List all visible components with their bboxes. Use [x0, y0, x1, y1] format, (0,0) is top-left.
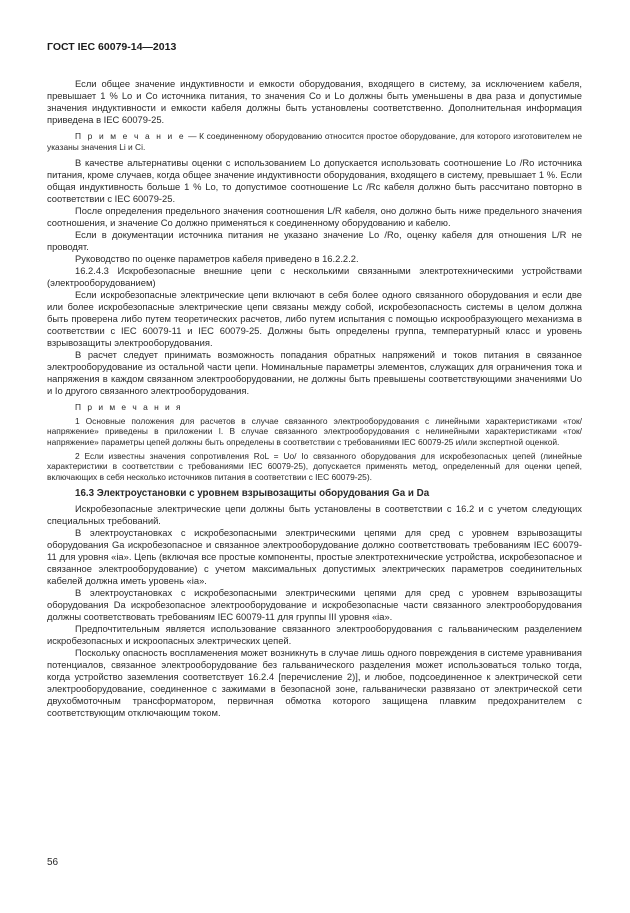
- document-header: ГОСТ IEC 60079-14—2013: [47, 41, 177, 53]
- note: 2 Если известны значения сопротивления RoL = Uo/ Io связанного оборудования для искробезопасных цепей (линейные характеристики в соответствии с требованиями IEC 60079-25), допускается применять метод, определенный для оценки цепей, включающих в себя несколько источников питания в соответствии с IEC 60079-25).: [47, 450, 582, 482]
- notes-label: П р и м е ч а н и я: [75, 402, 183, 413]
- paragraph: Если искробезопасные электрические цепи включают в себя более одного связанного оборудования и если две или более искробезопасные электрические цепи связаны между собой, искробезопасность системы в целом должна быть проверена либо путем теоретических расчетов, либо путем испытания с помощью искрообразующего механизма в соответствии с IEC 60079-11 и IEC 60079-25. Должны быть определены группа, температурный класс и уровень взрывозащиты электрооборудования.: [47, 289, 582, 349]
- note: 1 Основные положения для расчетов в случае связанного электрооборудования с линейными характеристиками «ток/напряжение» приведены в приложении I. В случае связанного электрооборудования с нелинейными характеристиками «ток/напряжение» параметры цепей должны быть определены в соответствии с требованиями IEC 60079-25 и/или экспертной оценкой.: [47, 415, 582, 447]
- paragraph: Руководство по оценке параметров кабеля приведено в 16.2.2.2.: [75, 253, 359, 265]
- section-heading: 16.3 Электроустановки с уровнем взрывозащиты оборудования Ga и Da: [75, 488, 430, 500]
- note-label: П р и м е ч а н и е: [75, 131, 186, 141]
- paragraph: Искробезопасные электрические цепи должны быть установлены в соответствии с 16.2 и с учетом следующих специальных требований.: [47, 503, 582, 527]
- page-body: [47, 78, 582, 719]
- paragraph: Если общее значение индуктивности и емкости оборудования, входящего в систему, за исключением кабеля, превышает 1 % Lo и Co источника питания, то значения Co и Lo должны быть уменьшены в два раза и допустимые значения индуктивности и емкости кабеля должны быть установлены соответственно. Дополнительная информация приведена в IEC 60079-25.: [47, 78, 582, 125]
- paragraph: В качестве альтернативы оценки с использованием Lo допускается использовать соотношение Lo /Ro источника питания, кроме случаев, когда общее значение индуктивности оборудования, входящего в систему, превышает 1 %. Если общая индуктивность больше 1 % Lo, то допустимое соотношение Lc /Rc кабеля должно быть рассчитано повторно в соответствии с IEC 60079-25.: [47, 157, 582, 205]
- section-heading-minor: 16.2.4.3 Искробезопасные внешние цепи с несколькими связанными электротехническими устройствами (электрооборудованием): [47, 265, 582, 289]
- paragraph: После определения предельного значения соотношения L/R кабеля, оно должно быть ниже предельного значения соотношения, и значение Co должно применяться к соединенному оборудованию и кабелю.: [47, 205, 582, 229]
- paragraph: В электроустановках с искробезопасными электрическими цепями для сред с уровнем взрывозащиты оборудования Ga искробезопасное и связанное электрооборудование должно соответствовать требованиям IEC 60079-11 для уровня «ia». Цепь (включая все простые компоненты, простые электротехнические устройства, искробезопасное и связанное электрооборудование) с учетом максимальных допустимых электрических параметров соединительных кабелей должна иметь уровень «ia».: [47, 527, 582, 587]
- paragraph: Предпочтительным является использование связанного электрооборудования с гальваническим разделением искробезопасных и искроопасных электрических цепей.: [47, 623, 582, 647]
- page-number: 56: [47, 857, 59, 868]
- paragraph: В расчет следует принимать возможность попадания обратных напряжений и токов питания в связанное электрооборудование из остальной части цепи. Номинальные параметры элементов, служащих для ограничения тока и напряжения в каждом связанном электрооборудовании, не должны быть превышены соответствующими значениями Uo и Io другого связанного электрооборудования.: [47, 349, 582, 397]
- note-text: — К соединенному оборудованию относится простое оборудование, для которого изготовителем не указаны значения Li и Ci.: [47, 131, 582, 152]
- note: [47, 131, 582, 152]
- paragraph: В электроустановках с искробезопасными электрическими цепями для сред с уровнем взрывозащиты оборудования Da искробезопасное электрооборудование и искробезопасные части связанного электрооборудования должны соответствовать требованиям IEC 60079-11 для группы III уровня «ia».: [47, 587, 582, 623]
- paragraph: Если в документации источника питания не указано значение Lo /Ro, оценку кабеля для отношения L/R не проводят.: [47, 229, 582, 253]
- paragraph: Поскольку опасность воспламенения может возникнуть в случае лишь одного повреждения в системе уравнивания потенциалов, связанное электрооборудование без гальванического разделения может использоваться только тогда, когда устройство заземления соответствует 16.2.4 [перечисление 2)], и любое, подсоединенное к электрической сети электрооборудование, соединенное с зажимами в безопасной зоне, гальванически развязано от электрической сети двухобмоточным трансформатором, первичная обмотка которого защищена плавким предохранителем с соответствующим отключающим током.: [47, 647, 582, 719]
